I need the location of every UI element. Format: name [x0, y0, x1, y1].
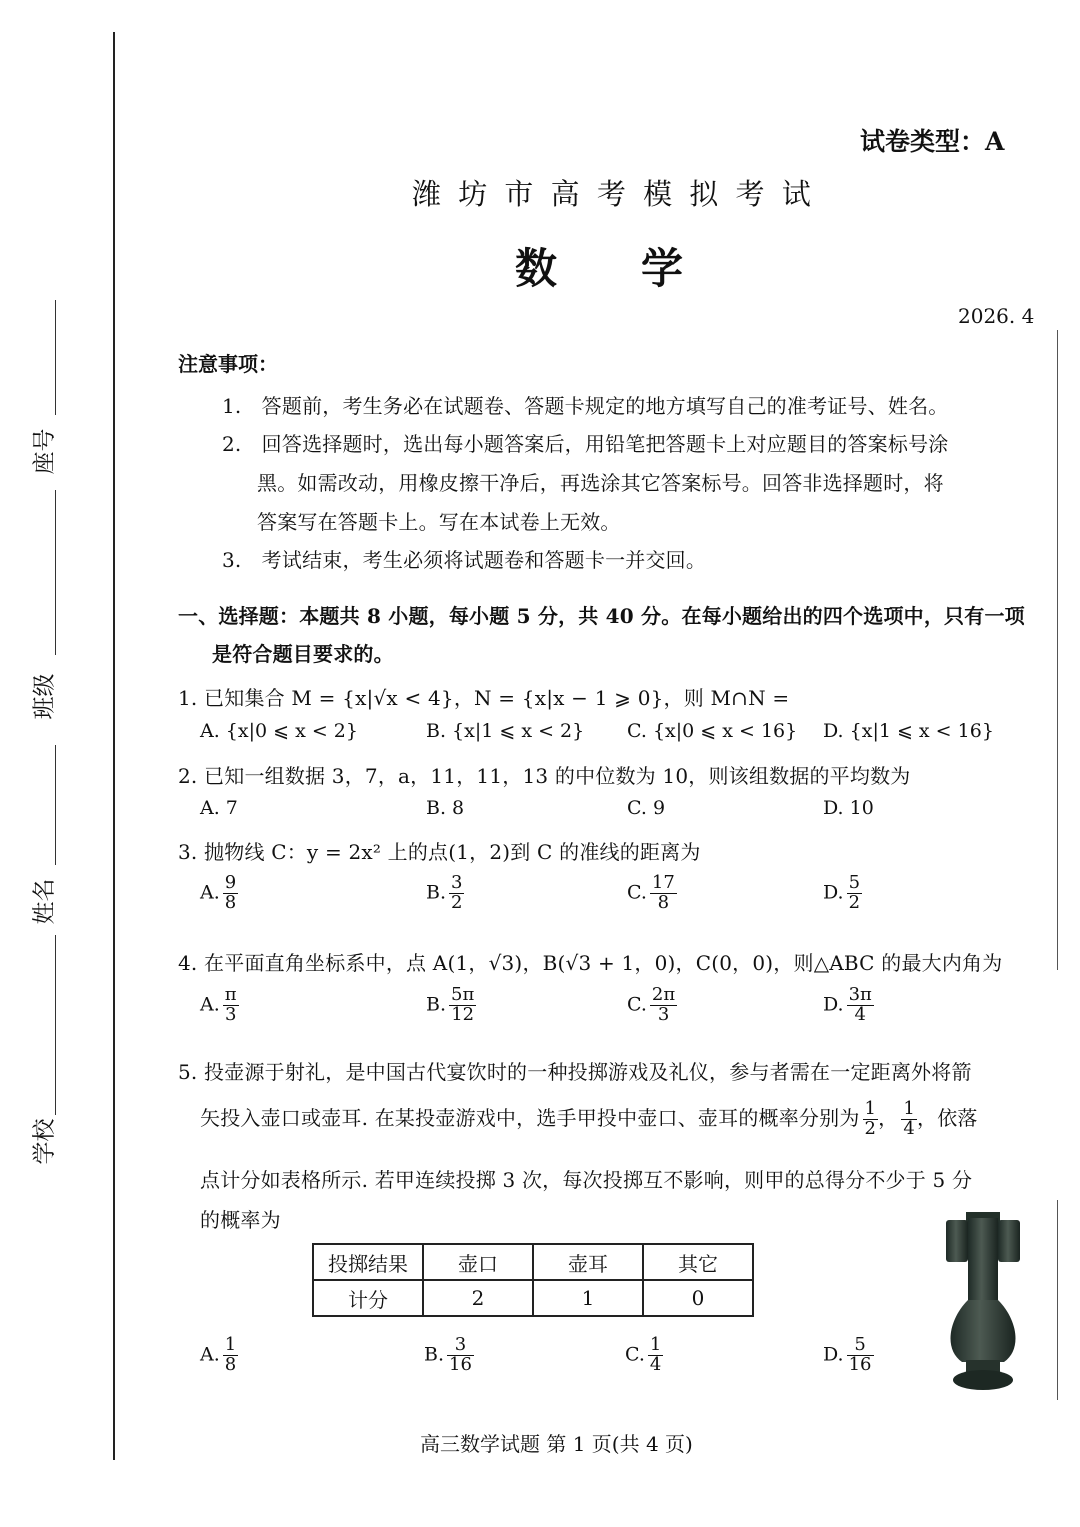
- fraction: $\frac{9}{8}$: [224, 872, 237, 913]
- table-cell: 计分: [313, 1280, 423, 1316]
- right-edge-line-lower: [1057, 1200, 1058, 1400]
- question-5-line-2: 矢投入壶口或壶耳. 在某投壶游戏中，选手甲投中壶口、壶耳的概率分别为 $\frac{1}{2}$ ， $\frac{1}{4}$ ，依落: [200, 1098, 978, 1139]
- q1-option-c: C. {x|0 ⩽ x < 16}: [627, 720, 798, 742]
- q3-option-d: D. $\frac{5}{2}$: [823, 872, 861, 913]
- notice-item-2-cont2: 答案写在答题卡上。写在本试卷上无效。: [257, 510, 621, 534]
- side-label-seat: 座号: [31, 428, 58, 475]
- question-4-stem: 4. 在平面直角坐标系中，点 A(1，√3)，B(√3 + 1，0)，C(0，0)，则△ABC 的最大内角为: [178, 951, 1003, 975]
- notice-item-2: 2. 回答选择题时，选出每小题答案后，用铅笔把答题卡上对应题目的答案标号涂: [222, 432, 949, 456]
- side-fill-line: [55, 300, 56, 415]
- q2-option-d: D. 10: [823, 797, 874, 819]
- section-heading: 一、选择题：本题共 8 小题，每小题 5 分，共 40 分。在每小题给出的四个选项中，只有一项: [178, 604, 1025, 628]
- q4-option-b: B. $\frac{5\pi}{12}$: [426, 984, 475, 1025]
- subject-title: 数 学: [515, 244, 684, 293]
- q2-option-c: C. 9: [627, 797, 666, 819]
- q1-option-b: B. {x|1 ⩽ x < 2}: [426, 720, 585, 742]
- side-label-name: 姓名: [31, 878, 58, 925]
- table-cell: 2: [423, 1280, 533, 1316]
- question-2-stem: 2. 已知一组数据 3，7，a，11，11，13 的中位数为 10，则该组数据的平均数为: [178, 764, 911, 788]
- table-cell: 其它: [643, 1244, 753, 1280]
- q3-option-a: A. $\frac{9}{8}$: [200, 872, 237, 913]
- paper-type: 试卷类型：A: [860, 127, 1005, 156]
- score-table: [312, 1243, 754, 1317]
- touhu-vase-image: [940, 1210, 1026, 1392]
- q1-option-a: A. {x|0 ⩽ x < 2}: [200, 720, 358, 742]
- notice-item-3: 3. 考试结束，考生必须将试题卷和答题卡一并交回。: [222, 548, 707, 572]
- fraction: $\frac{3}{16}$: [449, 1334, 472, 1375]
- section-heading-cont: 是符合题目要求的。: [212, 642, 394, 666]
- fraction: $\frac{\pi}{3}$: [224, 984, 237, 1025]
- q4-option-d: D. $\frac{3\pi}{4}$: [823, 984, 872, 1025]
- table-cell: 壶耳: [533, 1244, 643, 1280]
- q5-option-a: A. $\frac{1}{8}$: [200, 1334, 237, 1375]
- question-5-line-3: 点计分如表格所示. 若甲连续投掷 3 次，每次投掷互不影响，则甲的总得分不少于 5 分: [200, 1168, 973, 1192]
- q5-option-d: D. $\frac{5}{16}$: [823, 1334, 872, 1375]
- fraction: $\frac{5}{2}$: [848, 872, 861, 913]
- q2-option-a: A. 7: [200, 797, 238, 819]
- fraction: $\frac{1}{2}$: [864, 1098, 877, 1139]
- table-row: [313, 1280, 753, 1316]
- question-3-stem: 3. 抛物线 C：y = 2x² 上的点(1，2)到 C 的准线的距离为: [178, 840, 701, 864]
- fraction: $\frac{3}{2}$: [451, 872, 463, 913]
- fraction: $\frac{5\pi}{12}$: [451, 984, 475, 1025]
- table-cell: 0: [643, 1280, 753, 1316]
- binding-line: [113, 32, 115, 1460]
- q5-option-c: C. $\frac{1}{4}$: [625, 1334, 662, 1375]
- notice-item-1: 1. 答题前，考生务必在试题卷、答题卡规定的地方填写自己的准考证号、姓名。: [222, 394, 949, 418]
- notice-title: 注意事项：: [178, 352, 278, 376]
- question-5-line-4: 的概率为: [200, 1208, 281, 1232]
- q4-option-a: A. $\frac{\pi}{3}$: [200, 984, 237, 1025]
- page-footer: 高三数学试题 第 1 页(共 4 页): [420, 1432, 693, 1456]
- right-edge-line: [1057, 330, 1058, 970]
- exam-date: 2026. 4: [958, 304, 1035, 328]
- q3-option-c: C. $\frac{17}{8}$: [627, 872, 675, 913]
- question-5-line-1: 5. 投壶源于射礼，是中国古代宴饮时的一种投掷游戏及礼仪，参与者需在一定距离外将箭: [178, 1060, 972, 1084]
- side-label-class: 班级: [31, 673, 58, 720]
- fraction: $\frac{2\pi}{3}$: [651, 984, 676, 1025]
- q4-option-c: C. $\frac{2\pi}{3}$: [627, 984, 676, 1025]
- exam-name: 潍 坊 市 高 考 模 拟 考 试: [412, 177, 815, 211]
- table-cell: 投掷结果: [313, 1244, 423, 1280]
- table-cell: 壶口: [423, 1244, 533, 1280]
- side-label-school: 学校: [31, 1118, 58, 1165]
- table-row: [313, 1244, 753, 1280]
- fraction: $\frac{1}{4}$: [903, 1098, 916, 1139]
- q2-option-b: B. 8: [426, 797, 465, 819]
- fraction: $\frac{1}{8}$: [224, 1334, 237, 1375]
- fraction: $\frac{5}{16}$: [848, 1334, 872, 1375]
- q5-option-b: B. $\frac{3}{16}$: [424, 1334, 472, 1375]
- table-cell: 1: [533, 1280, 643, 1316]
- side-fill-line: [55, 935, 56, 1115]
- question-1-stem: 1. 已知集合 M = {x|√x < 4}，N = {x|x − 1 ⩾ 0}，则 M∩N =: [178, 686, 790, 710]
- q3-option-b: B. $\frac{3}{2}$: [426, 872, 463, 913]
- side-fill-line: [55, 745, 56, 865]
- side-fill-line: [55, 490, 56, 655]
- notice-item-2-cont: 黑。如需改动，用橡皮擦干净后，再选涂其它答案标号。回答非选择题时，将: [257, 471, 944, 495]
- fraction: $\frac{1}{4}$: [649, 1334, 662, 1375]
- q1-option-d: D. {x|1 ⩽ x < 16}: [823, 720, 994, 742]
- fraction: $\frac{17}{8}$: [651, 872, 675, 913]
- fraction: $\frac{3\pi}{4}$: [848, 984, 872, 1025]
